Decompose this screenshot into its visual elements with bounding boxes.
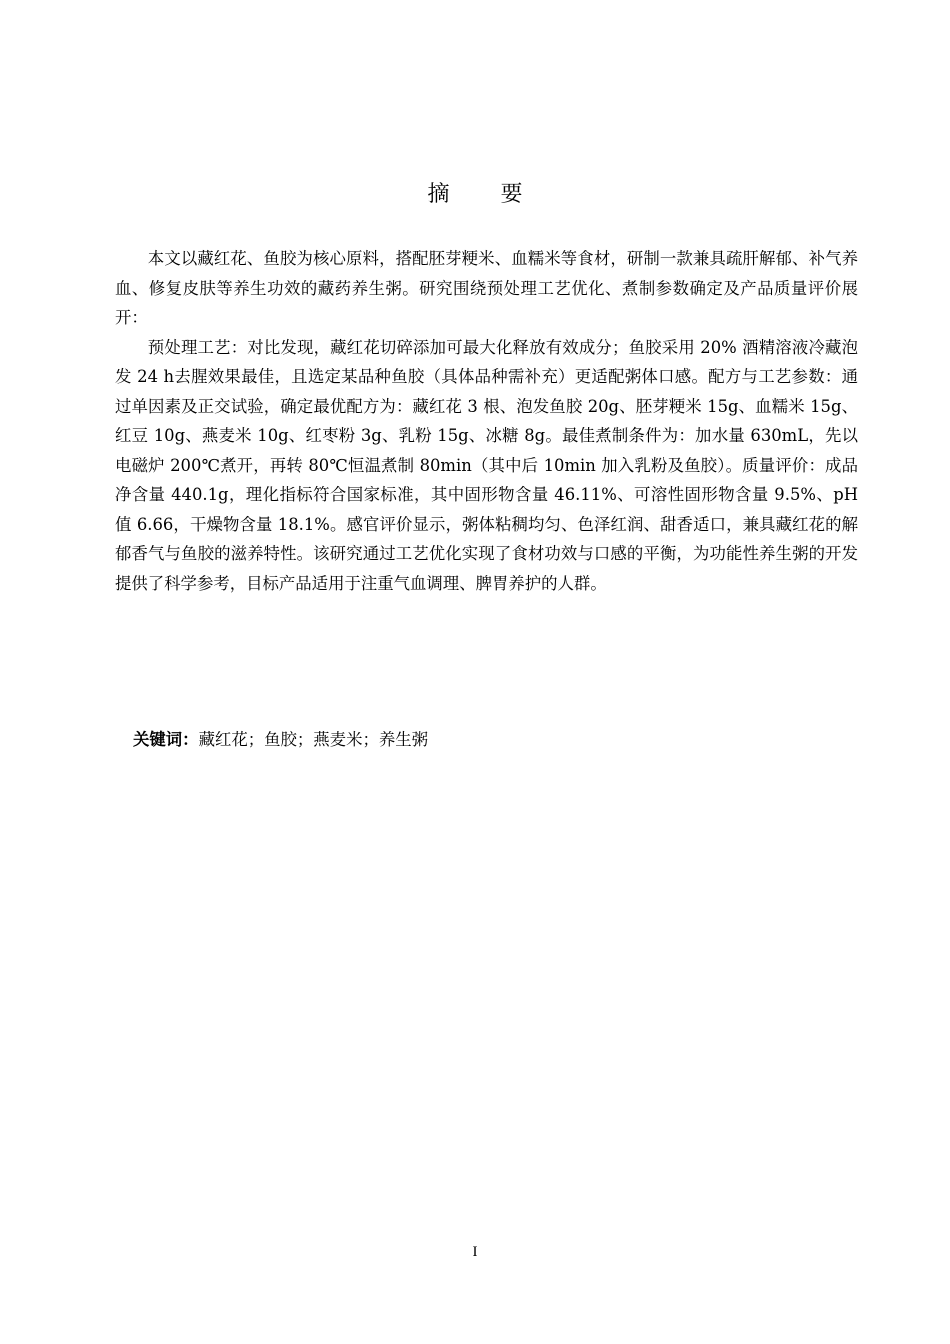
page-number: I xyxy=(472,1244,478,1260)
abstract-paragraph-2: 预处理工艺：对比发现，藏红花切碎添加可最大化释放有效成分；鱼胶采用 20% 酒精溶液冷藏泡发 24 h去腥效果最佳，且选定某品种鱼胶（具体品种需补充）更适配粥体口感。配方与工艺参数：通过单因素及正交试验，确定最优配方为：藏红花 3 根、泡发鱼胶 20g、胚芽粳米 15g、血糯米 15g、红豆 10g、燕麦米 10g、红枣粉 3g、乳粉 15g、冰糖 8g。最佳煮制条件为：加水量 630mL，先以电磁炉 200℃煮开，再转 80℃恒温煮制 80min（其中后 10min 加入乳粉及鱼胶）。质量评价：成品净含量 440.1g，理化指标符合国家标准，其中固形物含量 46.11%、可溶性固形物含量 9.5%、pH 值 6.66，干燥物含量 18.1%。感官评价显示，粥体粘稠均匀、色泽红润、甜香适口，兼具藏红花的解郁香气与鱼胶的滋养特性。该研究通过工艺优化实现了食材功效与口感的平衡，为功能性养生粥的开发提供了科学参考，目标产品适用于注重气血调理、脾胃养护的人群。 xyxy=(115,337,858,593)
keywords-line xyxy=(133,726,853,754)
abstract-paragraph-1: 本文以藏红花、鱼胶为核心原料，搭配胚芽粳米、血糯米等食材，研制一款兼具疏肝解郁、补气养血、修复皮肤等养生功效的藏药养生粥。研究围绕预处理工艺优化、煮制参数确定及产品质量评价展开： xyxy=(115,249,858,327)
abstract-body xyxy=(115,244,858,598)
keywords-value: 藏红花；鱼胶；燕麦米；养生粥 xyxy=(198,730,429,749)
keywords-label: 关键词： xyxy=(133,730,199,749)
abstract-title: 摘 要 xyxy=(427,182,545,207)
